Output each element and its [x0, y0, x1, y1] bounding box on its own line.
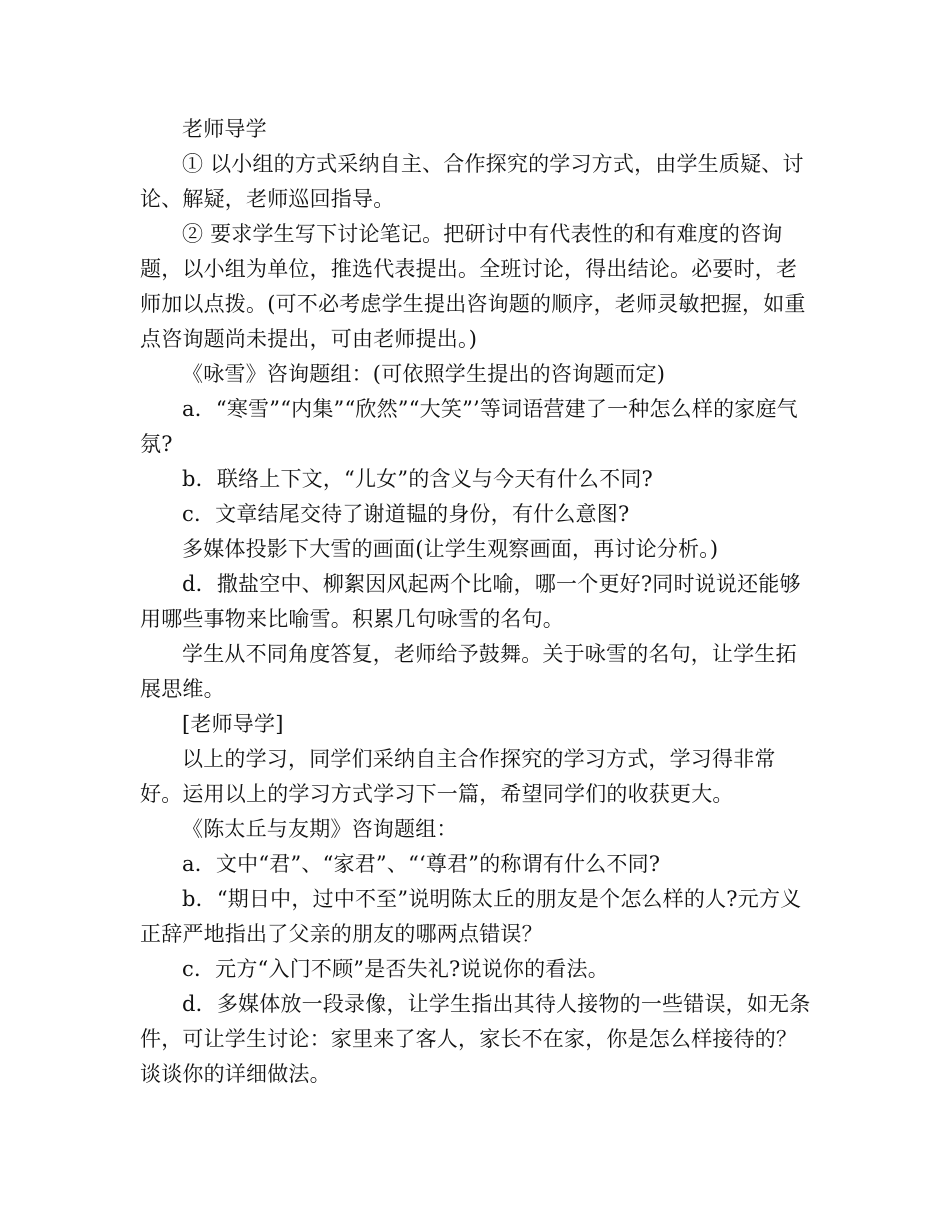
- question-a-chentaiqiu: a．文中“君”、“家君”、“‘尊君”的称谓有什么不同?: [182, 852, 661, 876]
- question-group-heading-chentaiqiu: 《陈太丘与友期》咨询题组：: [182, 817, 458, 841]
- student-answer-note: 学生从不同角度答复，老师给予鼓舞。关于咏雪的名句，让学生拓展思维。: [140, 642, 797, 701]
- paragraph-transition: 以上的学习，同学们采纳自主合作探究的学习方式，学习得非常好。运用以上的学习方式学习下一篇，希望同学们的收获更大。: [140, 747, 776, 806]
- question-c-chentaiqiu: c．元方“入门不顾”是否失礼?说说你的看法。: [182, 957, 609, 981]
- question-c-yongxue: c．文章结尾交待了谢道韫的身份，有什么意图?: [182, 502, 630, 526]
- question-b-chentaiqiu: b．“期日中，过中不至”说明陈太丘的朋友是个怎么样的人?元方义正辞严地指出了父亲的朋友的哪两点错误？: [140, 887, 802, 946]
- question-b-yongxue: b．联络上下文，“儿女”的含义与今天有什么不同?: [182, 467, 653, 491]
- multimedia-note: 多媒体投影下大雪的画面(让学生观察画面，再讨论分析。): [182, 537, 719, 561]
- paragraph-step-1: ① 以小组的方式采纳自主、合作探究的学习方式，由学生质疑、讨论、解疑，老师巡回指导。: [140, 152, 804, 211]
- section-heading-teacher-guide: 老师导学: [182, 117, 267, 141]
- question-d-chentaiqiu: d．多媒体放一段录像，让学生指出其待人接物的一些错误，如无条件，可让学生讨论：家里来了客人，家长不在家，你是怎么样接待的？谈谈你的详细做法。: [140, 992, 811, 1086]
- question-a-yongxue: a．“寒雪”“内集”“欣然”“大笑”’等词语营建了一种怎么样的家庭气氛?: [140, 397, 798, 456]
- question-group-heading-yongxue: 《咏雪》咨询题组：(可依照学生提出的咨询题而定): [182, 362, 666, 386]
- section-heading-teacher-guide-bracketed: [老师导学]: [182, 712, 284, 736]
- question-d-yongxue: d．撒盐空中、柳絮因风起两个比喻，哪一个更好?同时说说还能够用哪些事物来比喻雪。积累几句咏雪的名句。: [140, 572, 801, 631]
- document-body: [140, 112, 812, 1092]
- paragraph-step-2: ② 要求学生写下讨论笔记。把研讨中有代表性的和有难度的咨询题，以小组为单位，推选代表提出。全班讨论，得出结论。必要时，老师加以点拨。(可不必考虑学生提出咨询题的顺序，老师灵敏把握，如重点咨询题尚未提出，可由老师提出。): [140, 222, 806, 351]
